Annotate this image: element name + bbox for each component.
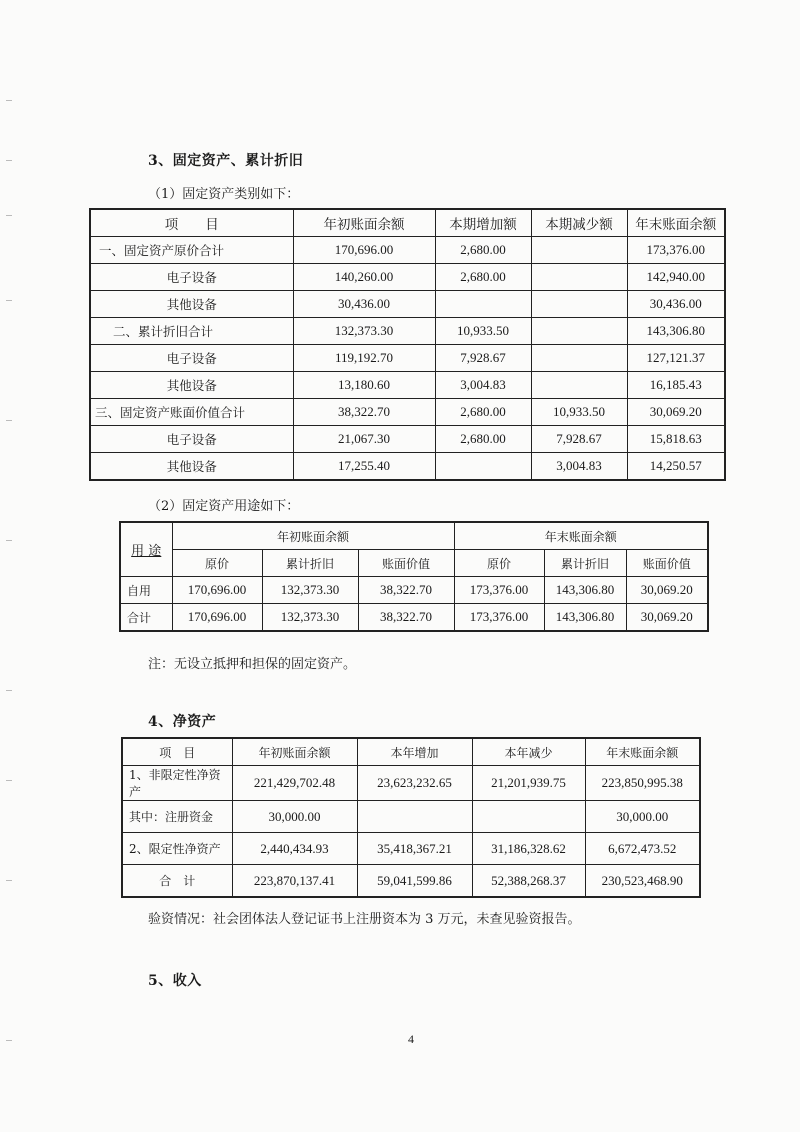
cell bbox=[357, 801, 472, 833]
table-header-row bbox=[120, 522, 708, 550]
subheader-cell: 原价 bbox=[454, 550, 544, 577]
cell: 38,322.70 bbox=[358, 577, 454, 604]
cell: 30,436.00 bbox=[293, 291, 435, 318]
cell bbox=[435, 291, 531, 318]
cell: 173,376.00 bbox=[454, 604, 544, 632]
cell: 119,192.70 bbox=[293, 345, 435, 372]
cell: 143,306.80 bbox=[544, 604, 626, 632]
header-decrease: 本期减少额 bbox=[531, 209, 627, 237]
row-label: 其他设备 bbox=[90, 453, 293, 481]
cell: 7,928.67 bbox=[531, 426, 627, 453]
scan-mark bbox=[6, 880, 12, 881]
table-row bbox=[122, 766, 700, 801]
table-subheader-row bbox=[120, 550, 708, 577]
table-row bbox=[90, 372, 725, 399]
scan-mark bbox=[6, 1040, 12, 1041]
section3-title: 3、固定资产、累计折旧 bbox=[148, 153, 304, 169]
section4-note: 验资情况：社会团体法人登记证书上注册资本为 3 万元，未查见验资报告。 bbox=[148, 912, 581, 927]
cell: 230,523,468.90 bbox=[585, 865, 700, 898]
row-label: 一、固定资产原价合计 bbox=[90, 237, 293, 264]
scan-mark bbox=[6, 780, 12, 781]
header-end-balance: 年末账面余额 bbox=[627, 209, 725, 237]
cell: 132,373.30 bbox=[262, 604, 358, 632]
cell: 52,388,268.37 bbox=[472, 865, 585, 898]
cell: 30,000.00 bbox=[585, 801, 700, 833]
cell bbox=[435, 453, 531, 481]
table-row bbox=[90, 399, 725, 426]
table-header-row bbox=[122, 738, 700, 766]
cell: 30,436.00 bbox=[627, 291, 725, 318]
header-group-end: 年末账面余额 bbox=[454, 522, 708, 550]
table-row bbox=[122, 833, 700, 865]
row-label: 合 计 bbox=[122, 865, 232, 898]
table-row bbox=[90, 426, 725, 453]
scan-mark bbox=[6, 215, 12, 216]
subheader-cell: 账面价值 bbox=[358, 550, 454, 577]
table-row bbox=[90, 453, 725, 481]
cell: 30,000.00 bbox=[232, 801, 357, 833]
header-begin-balance: 年初账面余额 bbox=[293, 209, 435, 237]
cell: 223,850,995.38 bbox=[585, 766, 700, 801]
section3-subtitle-usage: （2）固定资产用途如下： bbox=[148, 499, 300, 514]
cell bbox=[531, 291, 627, 318]
cell bbox=[531, 237, 627, 264]
fixed-assets-category-table bbox=[89, 208, 726, 481]
cell bbox=[531, 345, 627, 372]
table-row bbox=[90, 237, 725, 264]
cell: 38,322.70 bbox=[358, 604, 454, 632]
subheader-cell: 累计折旧 bbox=[262, 550, 358, 577]
header-decrease: 本年减少 bbox=[472, 738, 585, 766]
cell: 170,696.00 bbox=[293, 237, 435, 264]
section4-title: 4、净资产 bbox=[148, 714, 217, 730]
row-label: 1、非限定性净资产 bbox=[122, 766, 232, 801]
scan-mark bbox=[6, 690, 12, 691]
subheader-cell: 累计折旧 bbox=[544, 550, 626, 577]
row-label: 其中：注册资金 bbox=[122, 801, 232, 833]
header-group-begin: 年初账面余额 bbox=[172, 522, 454, 550]
cell: 173,376.00 bbox=[627, 237, 725, 264]
cell: 10,933.50 bbox=[531, 399, 627, 426]
cell bbox=[531, 372, 627, 399]
cell: 35,418,367.21 bbox=[357, 833, 472, 865]
row-label: 二、累计折旧合计 bbox=[90, 318, 293, 345]
net-assets-table bbox=[121, 737, 701, 898]
row-label: 2、限定性净资产 bbox=[122, 833, 232, 865]
table-row bbox=[120, 577, 708, 604]
cell: 170,696.00 bbox=[172, 577, 262, 604]
cell: 143,306.80 bbox=[627, 318, 725, 345]
cell: 127,121.37 bbox=[627, 345, 725, 372]
cell: 7,928.67 bbox=[435, 345, 531, 372]
header-use: 用 途 bbox=[120, 522, 172, 577]
cell bbox=[531, 264, 627, 291]
section3-subtitle-categories: （1）固定资产类别如下： bbox=[148, 187, 300, 202]
cell: 170,696.00 bbox=[172, 604, 262, 632]
cell: 30,069.20 bbox=[627, 399, 725, 426]
header-item: 项 目 bbox=[90, 209, 293, 237]
cell: 223,870,137.41 bbox=[232, 865, 357, 898]
section5-title: 5、收入 bbox=[148, 973, 202, 989]
cell: 2,680.00 bbox=[435, 237, 531, 264]
cell: 21,067.30 bbox=[293, 426, 435, 453]
scan-mark bbox=[6, 300, 12, 301]
cell: 21,201,939.75 bbox=[472, 766, 585, 801]
cell: 132,373.30 bbox=[262, 577, 358, 604]
cell: 13,180.60 bbox=[293, 372, 435, 399]
cell: 30,069.20 bbox=[626, 604, 708, 632]
cell: 16,185.43 bbox=[627, 372, 725, 399]
cell: 17,255.40 bbox=[293, 453, 435, 481]
table-row bbox=[120, 604, 708, 632]
header-end-balance: 年末账面余额 bbox=[585, 738, 700, 766]
cell: 173,376.00 bbox=[454, 577, 544, 604]
table-row bbox=[90, 318, 725, 345]
row-label: 三、固定资产账面价值合计 bbox=[90, 399, 293, 426]
scan-mark bbox=[6, 160, 12, 161]
cell: 2,680.00 bbox=[435, 426, 531, 453]
header-increase: 本年增加 bbox=[357, 738, 472, 766]
cell: 221,429,702.48 bbox=[232, 766, 357, 801]
section3-note: 注：无设立抵押和担保的固定资产。 bbox=[148, 657, 357, 672]
cell: 10,933.50 bbox=[435, 318, 531, 345]
scan-mark bbox=[6, 100, 12, 101]
cell: 38,322.70 bbox=[293, 399, 435, 426]
row-label: 自用 bbox=[120, 577, 172, 604]
cell: 6,672,473.52 bbox=[585, 833, 700, 865]
cell: 23,623,232.65 bbox=[357, 766, 472, 801]
table-row bbox=[90, 264, 725, 291]
cell: 31,186,328.62 bbox=[472, 833, 585, 865]
table-row bbox=[122, 801, 700, 833]
subheader-cell: 原价 bbox=[172, 550, 262, 577]
table-header-row bbox=[90, 209, 725, 237]
row-label: 其他设备 bbox=[90, 372, 293, 399]
cell: 3,004.83 bbox=[531, 453, 627, 481]
row-label: 电子设备 bbox=[90, 426, 293, 453]
cell: 143,306.80 bbox=[544, 577, 626, 604]
cell: 2,680.00 bbox=[435, 264, 531, 291]
row-label: 电子设备 bbox=[90, 345, 293, 372]
header-item: 项 目 bbox=[122, 738, 232, 766]
cell: 142,940.00 bbox=[627, 264, 725, 291]
cell: 132,373.30 bbox=[293, 318, 435, 345]
header-begin-balance: 年初账面余额 bbox=[232, 738, 357, 766]
cell: 2,680.00 bbox=[435, 399, 531, 426]
table-row bbox=[90, 345, 725, 372]
page-number: 4 bbox=[408, 1032, 414, 1046]
row-label: 其他设备 bbox=[90, 291, 293, 318]
cell: 3,004.83 bbox=[435, 372, 531, 399]
table-row bbox=[122, 865, 700, 898]
subheader-cell: 账面价值 bbox=[626, 550, 708, 577]
scan-mark bbox=[6, 540, 12, 541]
cell bbox=[472, 801, 585, 833]
table-row bbox=[90, 291, 725, 318]
cell: 2,440,434.93 bbox=[232, 833, 357, 865]
row-label: 电子设备 bbox=[90, 264, 293, 291]
cell: 14,250.57 bbox=[627, 453, 725, 481]
cell: 15,818.63 bbox=[627, 426, 725, 453]
scan-mark bbox=[6, 420, 12, 421]
cell bbox=[531, 318, 627, 345]
cell: 30,069.20 bbox=[626, 577, 708, 604]
header-increase: 本期增加额 bbox=[435, 209, 531, 237]
row-label: 合计 bbox=[120, 604, 172, 632]
fixed-assets-usage-table bbox=[119, 521, 709, 632]
cell: 140,260.00 bbox=[293, 264, 435, 291]
cell: 59,041,599.86 bbox=[357, 865, 472, 898]
